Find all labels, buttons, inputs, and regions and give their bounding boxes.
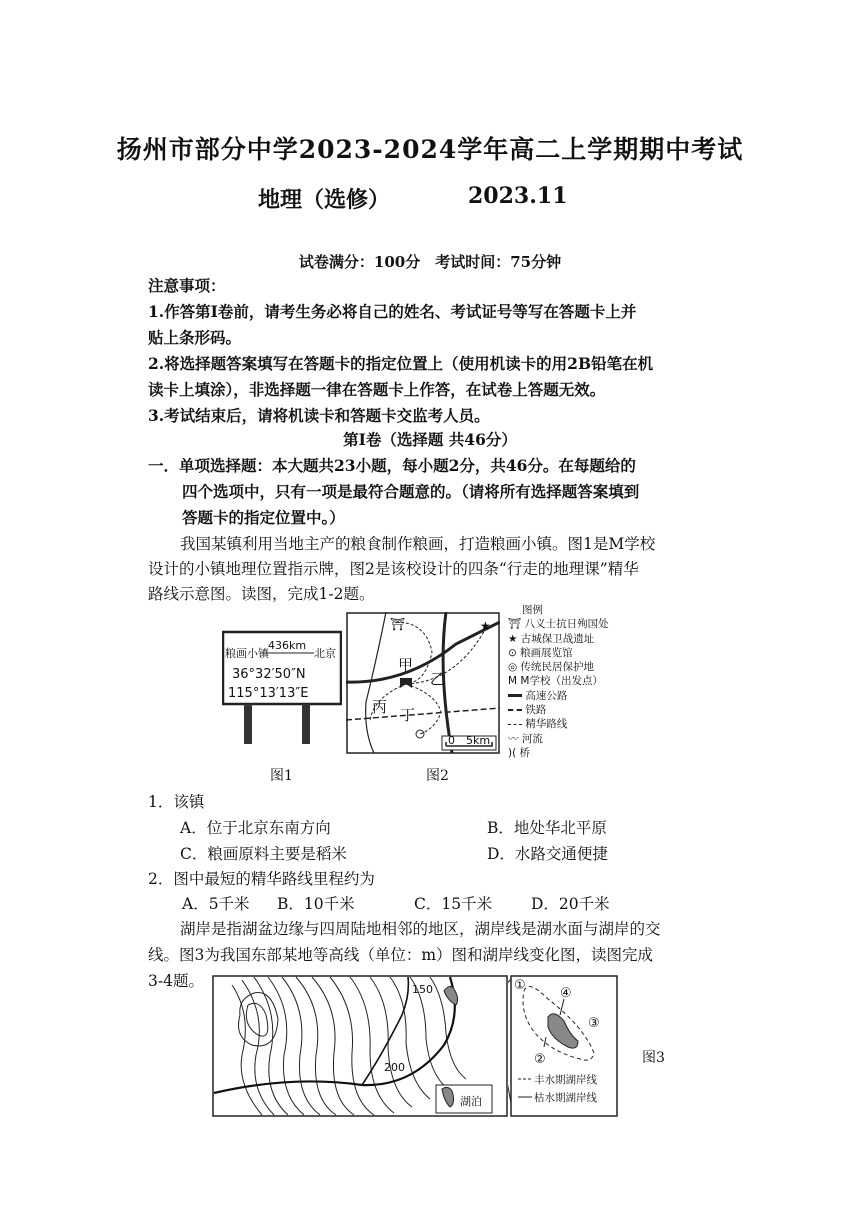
q1-option-c: C．粮画原料主要是稻米 <box>180 845 347 863</box>
marker-3: ③ <box>588 1016 600 1031</box>
notice-heading: 注意事项： <box>148 276 226 295</box>
star-icon: ★ <box>508 632 521 645</box>
q2-option-b: B．10千米 <box>277 895 355 913</box>
legend-item: ★ 古城保卫战遗址 <box>508 632 595 645</box>
legend-item: 精华路线 <box>508 717 618 731</box>
figure2-legend <box>508 603 618 760</box>
contour-150: 150 <box>412 983 433 996</box>
sign-latitude: 36°32′50″N <box>232 667 306 682</box>
legend-item: 高速公路 <box>508 689 618 703</box>
svg-text:★: ★ <box>480 619 491 633</box>
legend-item: ◎ 传统民居保护地 <box>508 661 594 674</box>
scale-label: 0 5km <box>448 734 491 747</box>
legend-item: 铁路 <box>508 703 618 717</box>
passage-text: 线。图3为我国东部某地等高线（单位：m）图和湖岸线变化图，读图完成 <box>148 946 654 964</box>
q1-option-a: A．位于北京东南方向 <box>180 819 331 837</box>
figure2-caption: 图2 <box>426 768 449 784</box>
q2-option-a: A．5千米 <box>182 895 250 913</box>
martyr-icon: ⛩ <box>508 618 525 631</box>
q2-option-c: C．15千米 <box>414 895 493 913</box>
q2-option-d: D．20千米 <box>531 895 610 913</box>
passage-text: 设计的小镇地理位置指示牌，图2是该校设计的四条“行走的地理课”精华 <box>148 560 639 578</box>
sign-longitude: 115°13′13″E <box>228 686 309 701</box>
school-icon: M <box>508 675 521 688</box>
exam-date: 2023.11 <box>468 183 568 209</box>
exhibit-icon: ⊙ <box>508 646 521 659</box>
figure1-signboard <box>222 628 342 746</box>
notice-item: 2.将选择题答案填写在答题卡的指定位置上（使用机读卡的用2B铅笔在机 <box>148 354 654 373</box>
place-yi: 乙 <box>430 670 446 688</box>
passage-text: 3-4题。 <box>148 972 204 990</box>
q1-option-b: B．地处华北平原 <box>487 819 607 837</box>
railway-icon <box>508 709 522 711</box>
place-ding: 丁 <box>400 706 416 724</box>
passage-text: 我国某镇利用当地主产的粮食制作粮画，打造粮画小镇。图1是M学校 <box>180 535 656 553</box>
river-icon: 〰 <box>508 732 522 745</box>
question-1-stem: 1．该镇 <box>148 793 205 811</box>
route-icon <box>508 724 522 725</box>
svg-text:⛩: ⛩ <box>390 617 406 631</box>
sign-left-label: 粮画小镇 <box>225 647 269 660</box>
figure3-caption: 图3 <box>642 1050 665 1066</box>
notice-item: 3.考试结束后，请将机读卡和答题卡交监考人员。 <box>148 406 490 425</box>
residence-icon: ◎ <box>508 661 521 674</box>
question-2-stem: 2．图中最短的精华路线里程约为 <box>148 870 375 888</box>
legend-item: )( 桥 <box>508 746 531 759</box>
legend-wet-shoreline: 丰水期湖岸线 <box>534 1074 597 1086</box>
figure3-shoreline-detail <box>508 975 620 1117</box>
highway-icon <box>508 694 522 697</box>
legend-item: 〰 河流 <box>508 732 543 745</box>
contour-200: 200 <box>384 1061 405 1074</box>
sign-distance: 436km <box>268 639 307 652</box>
figure1-caption: 图1 <box>270 768 293 784</box>
bridge-icon: )( <box>508 746 520 759</box>
sign-right-label: 北京 <box>314 647 336 660</box>
exam-title: 扬州市部分中学2023-2024学年高二上学期期中考试 <box>116 135 744 164</box>
legend-item: M M学校（出发点） <box>508 675 603 688</box>
section-instruction: 答题卡的指定位置中。） <box>182 508 345 527</box>
section-title: 第Ⅰ卷（选择题 共46分） <box>343 430 517 449</box>
notice-item: 读卡上填涂），非选择题一律在答题卡上作答，在试卷上答题无效。 <box>148 380 606 399</box>
place-jia: 甲 <box>398 656 414 674</box>
legend-item: ⊙ 粮画展览馆 <box>508 646 573 659</box>
marker-4: ④ <box>560 986 572 1001</box>
passage-text: 湖岸是指湖盆边缘与四周陆地相邻的地区，湖岸线是湖水面与湖岸的交 <box>180 920 661 938</box>
legend-dry-shoreline: 枯水期湖岸线 <box>534 1092 597 1104</box>
passage-text: 路线示意图。读图，完成1-2题。 <box>148 585 375 603</box>
place-bing: 丙 <box>372 698 388 716</box>
exam-info: 试卷满分：100分 考试时间：75分钟 <box>298 253 562 271</box>
lake-label: 湖泊 <box>460 1095 482 1108</box>
section-instruction: 一．单项选择题：本大题共23小题，每小题2分，共46分。在每题给的 <box>148 456 636 475</box>
exam-subject: 地理（选修） <box>258 187 391 213</box>
marker-1: ① <box>514 978 526 993</box>
figure3-contour-map <box>212 975 508 1117</box>
q1-option-d: D．水路交通便捷 <box>487 845 608 863</box>
marker-2: ② <box>534 1052 546 1067</box>
section-instruction: 四个选项中，只有一项是最符合题意的。（请将所有选择题答案填到 <box>182 482 640 501</box>
figure2-map <box>346 612 500 754</box>
legend-title: 图例 <box>522 604 543 616</box>
notice-item: 贴上条形码。 <box>148 328 242 347</box>
notice-item: 1.作答第Ⅰ卷前，请考生务必将自己的姓名、考试证号等写在答题卡上并 <box>148 302 637 321</box>
legend-item: ⛩ 八义士抗日殉国处 <box>508 618 609 631</box>
